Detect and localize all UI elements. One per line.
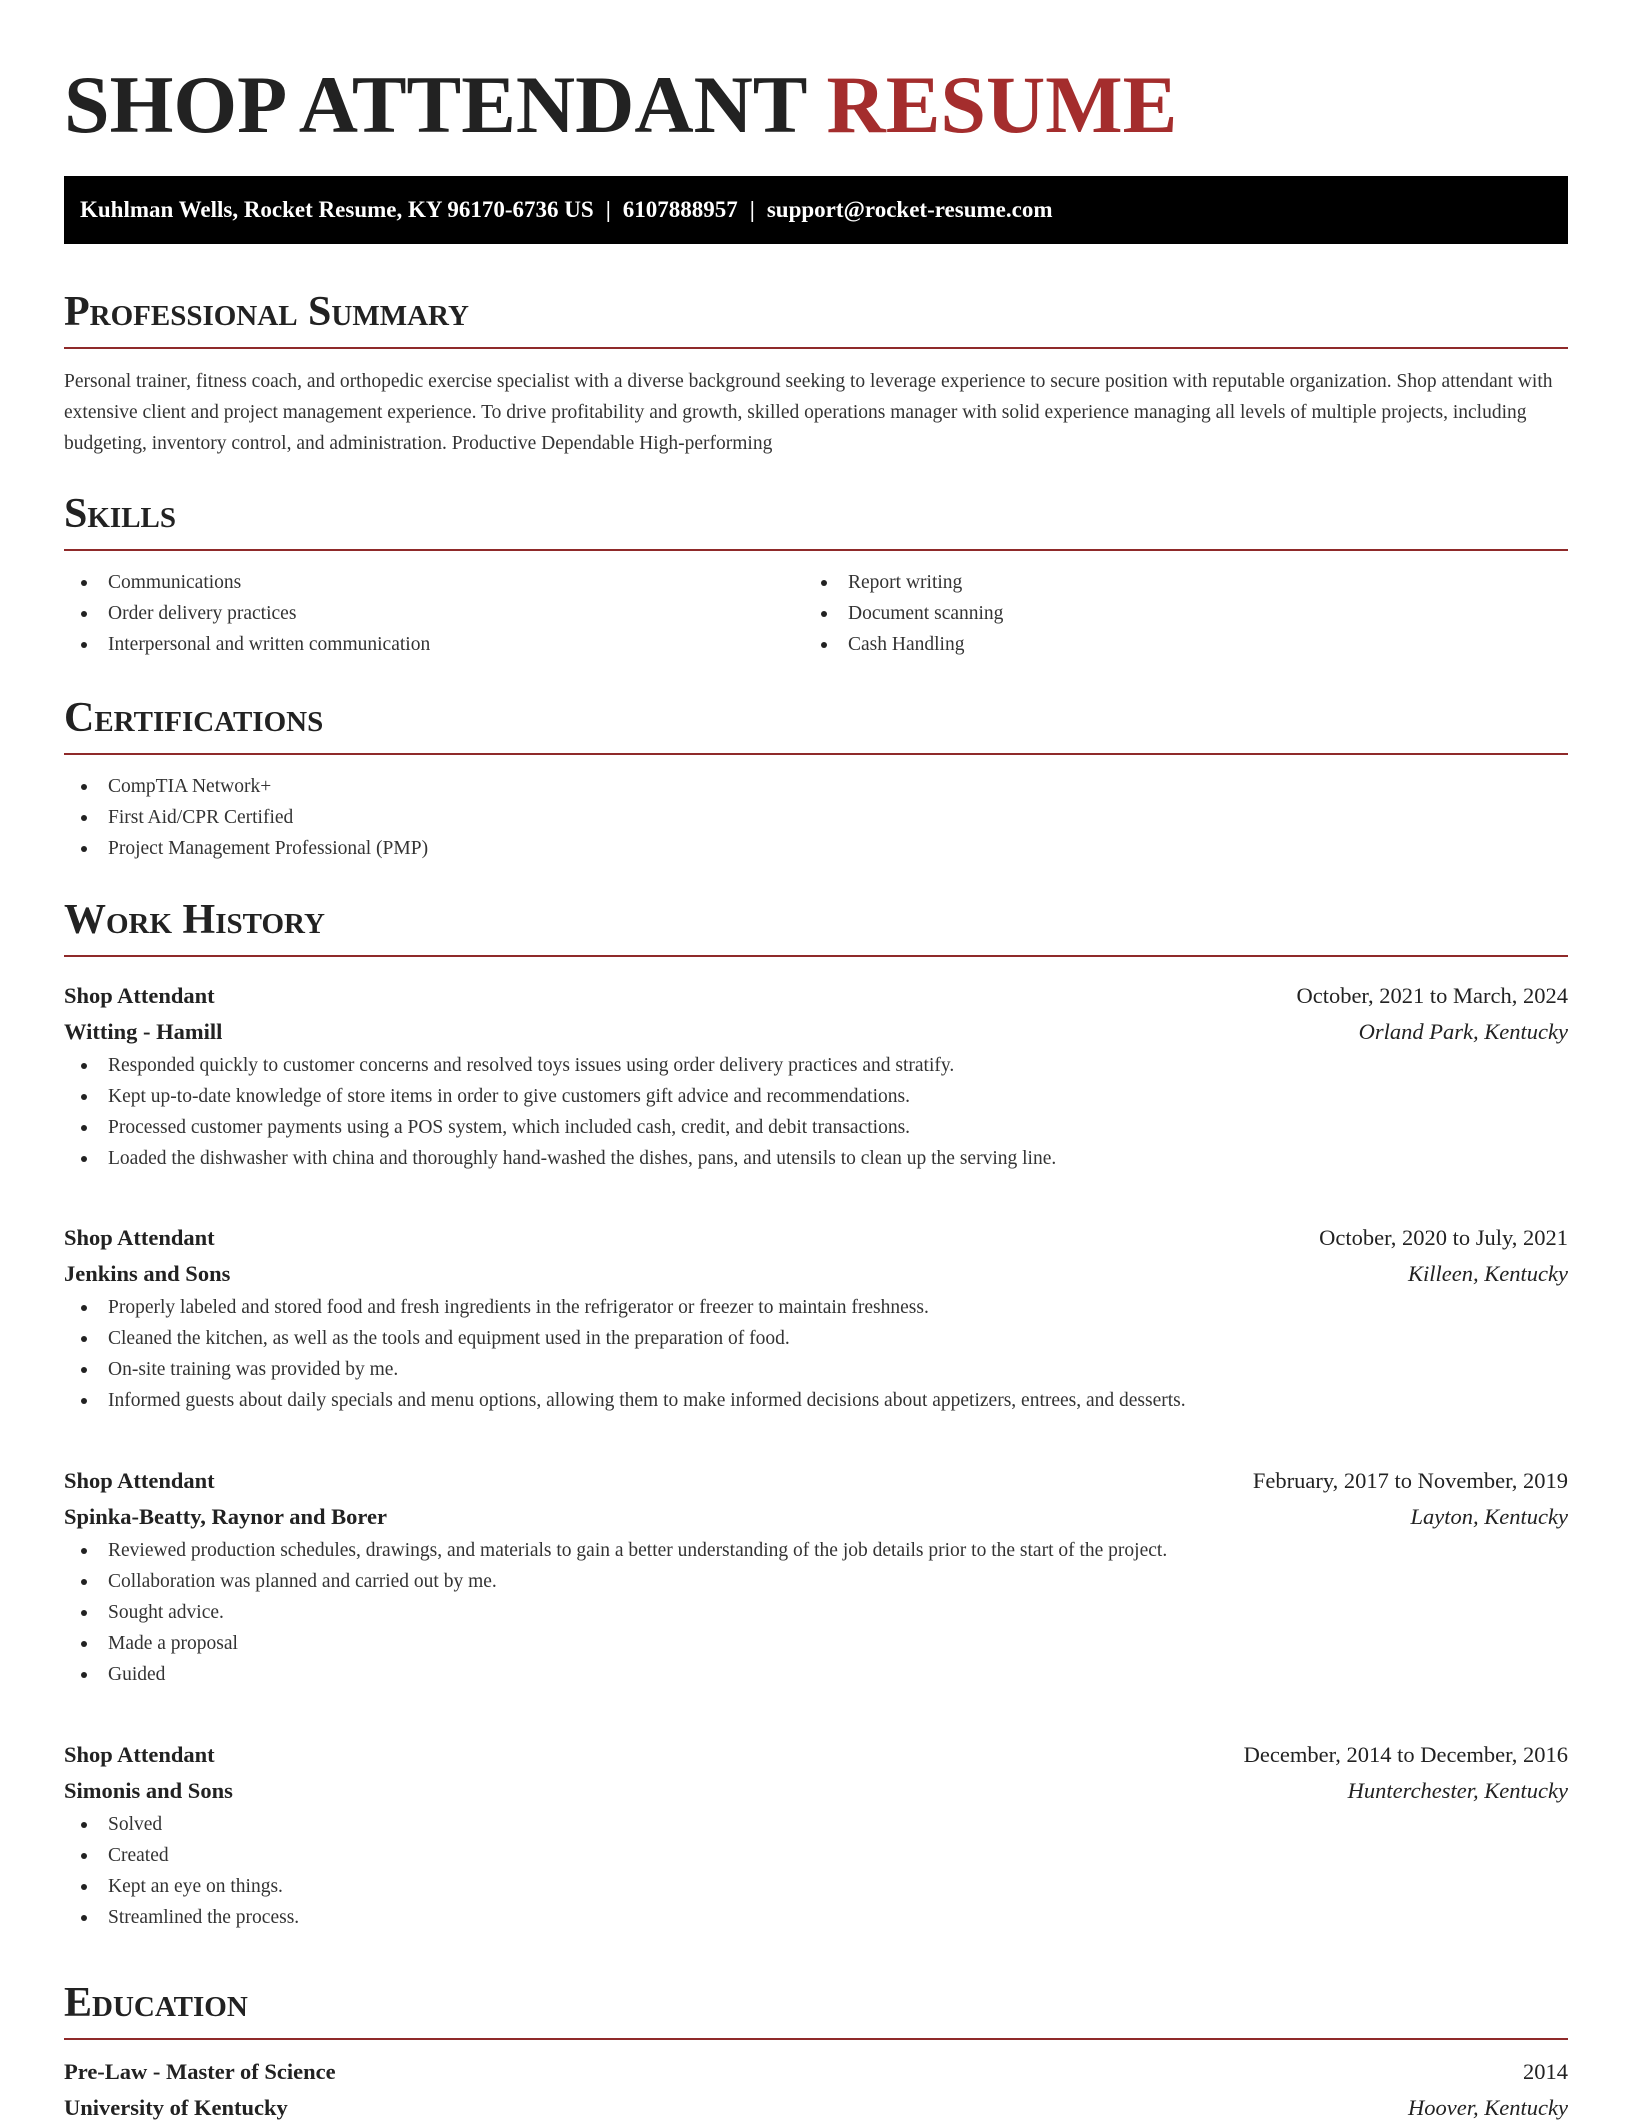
skill-item: Cash Handling (804, 629, 1544, 660)
summary-section (64, 284, 1568, 459)
resume-title (64, 0, 1568, 176)
job-bullet: Reviewed production schedules, drawings, and materials to gain a better understanding of the job details prior to the start of the project. (64, 1535, 1568, 1566)
job-entry (64, 1737, 1568, 1933)
education-location: Hoover, Kentucky (1408, 2095, 1568, 2120)
skills-section (64, 486, 1568, 660)
contact-email[interactable]: support@rocket-resume.com (766, 197, 1053, 222)
certifications-heading: Certifications (64, 695, 324, 741)
job-location: Hunterchester, Kentucky (1347, 1778, 1568, 1803)
skill-item: Document scanning (804, 598, 1544, 629)
title-main: SHOP ATTENDANT (64, 59, 807, 150)
job-dates: October, 2020 to July, 2021 (1319, 1225, 1568, 1250)
job-title: Shop Attendant (64, 983, 215, 1008)
job-title: Shop Attendant (64, 1225, 215, 1250)
contact-separator: | (605, 197, 611, 222)
title-accent: RESUME (826, 59, 1178, 150)
resume-page (64, 0, 1568, 2120)
job-bullet: Properly labeled and stored food and fresh ingredients in the refrigerator or freezer to maintain freshness. (64, 1292, 1568, 1323)
job-bullet: Collaboration was planned and carried out by me. (64, 1566, 1568, 1597)
job-bullet: Created (64, 1840, 1568, 1871)
job-title: Shop Attendant (64, 1468, 215, 1493)
section-divider (64, 955, 1568, 957)
job-bullet: On-site training was provided by me. (64, 1354, 1568, 1385)
job-bullets (64, 1292, 1568, 1416)
job-bullet: Made a proposal (64, 1628, 1568, 1659)
certifications-section (64, 690, 1568, 864)
job-entry (64, 1220, 1568, 1416)
job-bullet: Streamlined the process. (64, 1902, 1568, 1933)
job-bullet: Kept up-to-date knowledge of store items in order to give customers gift advice and recommendations. (64, 1081, 1568, 1112)
work-history-heading: Work History (64, 897, 325, 943)
summary-heading: Professional Summary (64, 289, 469, 335)
job-bullet: Informed guests about daily specials and menu options, allowing them to make informed decisions about appetizers, entrees, and desserts. (64, 1385, 1568, 1416)
contact-phone: 6107888957 (622, 197, 738, 222)
job-company: Jenkins and Sons (64, 1261, 231, 1286)
job-bullet: Cleaned the kitchen, as well as the tools and equipment used in the preparation of food. (64, 1323, 1568, 1354)
skill-item: Order delivery practices (64, 598, 804, 629)
contact-separator: | (749, 197, 755, 222)
job-bullet: Solved (64, 1809, 1568, 1840)
job-bullet: Kept an eye on things. (64, 1871, 1568, 1902)
job-bullet: Loaded the dishwasher with china and thoroughly hand-washed the dishes, pans, and utensils to clean up the serving line. (64, 1143, 1568, 1174)
job-location: Killeen, Kentucky (1408, 1261, 1568, 1286)
skill-item: Interpersonal and written communication (64, 629, 804, 660)
skills-heading: Skills (64, 491, 177, 537)
education-school: University of Kentucky (64, 2095, 288, 2120)
education-heading: Education (64, 1980, 248, 2026)
section-divider (64, 753, 1568, 755)
job-company: Simonis and Sons (64, 1778, 233, 1803)
job-bullets (64, 1050, 1568, 1174)
certifications-list (64, 771, 1568, 864)
job-bullet: Processed customer payments using a POS system, which included cash, credit, and debit transactions. (64, 1112, 1568, 1143)
certification-item: Project Management Professional (PMP) (64, 833, 1568, 864)
section-divider (64, 549, 1568, 551)
job-entry (64, 1463, 1568, 1690)
work-history-section (64, 892, 1568, 957)
job-bullets (64, 1535, 1568, 1690)
job-company: Spinka-Beatty, Raynor and Borer (64, 1504, 387, 1529)
job-dates: October, 2021 to March, 2024 (1296, 983, 1568, 1008)
section-divider (64, 2038, 1568, 2040)
job-location: Layton, Kentucky (1410, 1504, 1568, 1529)
skill-item: Report writing (804, 567, 1544, 598)
job-bullet: Sought advice. (64, 1597, 1568, 1628)
skills-list-left (64, 567, 804, 660)
education-year: 2014 (1523, 2059, 1568, 2084)
job-company: Witting - Hamill (64, 1019, 223, 1044)
contact-address: Kuhlman Wells, Rocket Resume, KY 96170-6736 US (80, 197, 594, 222)
education-section (64, 1975, 1568, 2126)
job-bullet: Guided (64, 1659, 1568, 1690)
contact-bar (64, 176, 1568, 244)
skill-item: Communications (64, 567, 804, 598)
job-bullet: Responded quickly to customer concerns and resolved toys issues using order delivery practices and stratify. (64, 1050, 1568, 1081)
job-dates: February, 2017 to November, 2019 (1252, 1468, 1568, 1493)
job-entry (64, 978, 1568, 1174)
section-divider (64, 347, 1568, 349)
summary-text: Personal trainer, fitness coach, and orthopedic exercise specialist with a diverse background seeking to leverage experience to secure position with reputable organization. Shop attendant with extensive client and project management experience. To drive profitability and growth, skilled operations manager with solid experience managing all levels of multiple projects, including budgeting, inventory control, and administration. Productive Dependable High-performing (64, 371, 1553, 454)
certification-item: CompTIA Network+ (64, 771, 1568, 802)
job-location: Orland Park, Kentucky (1358, 1019, 1568, 1044)
job-dates: December, 2014 to December, 2016 (1243, 1742, 1568, 1767)
education-degree: Pre-Law - Master of Science (64, 2059, 336, 2084)
job-title: Shop Attendant (64, 1742, 215, 1767)
skills-list-right (804, 567, 1544, 660)
job-bullets (64, 1809, 1568, 1933)
certification-item: First Aid/CPR Certified (64, 802, 1568, 833)
